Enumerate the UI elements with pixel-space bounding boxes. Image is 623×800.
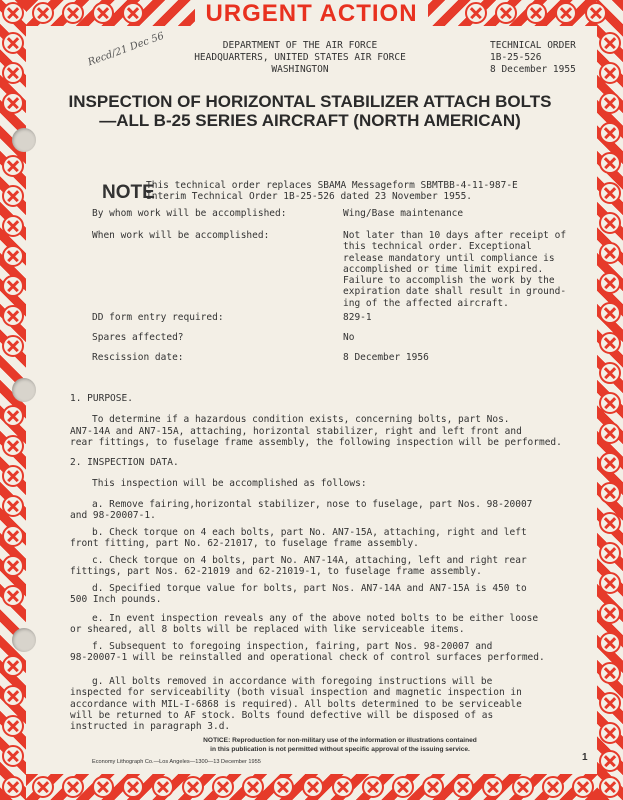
field-value xyxy=(343,352,573,363)
border-x-icon xyxy=(332,776,354,798)
step-line: inspected for serviceability (both visual inspection and magnetic inspection in xyxy=(70,687,522,699)
dept-line-3: WASHINGTON xyxy=(271,64,329,75)
purpose-line: To determine if a hazardous condition exists, concerning bolts, part Nos. xyxy=(92,414,510,426)
border-x-icon xyxy=(599,776,621,798)
field-label: By whom work will be accomplished: xyxy=(92,208,287,219)
handwritten-received-note: Recd/21 Dec 56 xyxy=(86,30,166,69)
border-x-icon xyxy=(302,776,324,798)
border-x-icon xyxy=(599,392,621,414)
step-line: fittings, part Nos. 62-21019 and 62-21019-1, to fuselage frame assembly. xyxy=(70,566,482,578)
border-x-icon xyxy=(392,776,414,798)
step-line: f. Subsequent to foregoing inspection, fairing, part Nos. 98-20007 and xyxy=(92,641,493,652)
border-x-icon xyxy=(599,92,621,114)
notice-line-2: in this publication is not permitted without specific approval of the issuing service. xyxy=(210,746,470,753)
technical-order-info xyxy=(490,40,576,76)
field-value xyxy=(343,208,573,219)
field-value-line: ing of the affected aircraft. xyxy=(343,297,509,309)
border-x-icon xyxy=(542,776,564,798)
border-x-icon xyxy=(2,555,24,577)
step-line: d. Specified torque value for bolts, part Nos. AN7-14A and AN7-15A is 450 to xyxy=(92,583,527,594)
note-text xyxy=(146,180,566,202)
dept-line-2: HEADQUARTERS, UNITED STATES AIR FORCE xyxy=(194,52,406,63)
field-value-line: No xyxy=(343,332,355,343)
border-x-icon xyxy=(2,655,24,677)
step-line: front fitting, part No. 62-21017, to fuselage frame assembly. xyxy=(70,538,419,550)
inspection-intro: This inspection will be accomplished as follows: xyxy=(92,478,367,490)
border-x-icon xyxy=(272,776,294,798)
to-label: TECHNICAL ORDER xyxy=(490,40,576,51)
border-x-icon xyxy=(599,242,621,264)
to-number: 1B-25-526 xyxy=(490,52,542,63)
border-x-icon xyxy=(599,542,621,564)
step-line: a. Remove fairing,horizontal stabilizer, nose to fuselage, part Nos. 98-20007 xyxy=(92,499,533,510)
border-x-icon xyxy=(2,32,24,54)
section-heading: 2. INSPECTION DATA. xyxy=(70,457,179,468)
field-label: Rescission date: xyxy=(92,352,184,363)
inspection-step-a xyxy=(70,499,575,522)
purpose-line: AN7-14A and AN7-15A, attaching, horizontal stabilizer, right and left front and xyxy=(70,425,522,437)
printer-info: Economy Lithograph Co.—Los Angeles—1300—13 December 1955 xyxy=(92,759,261,765)
border-x-icon xyxy=(212,776,234,798)
field-label: Spares affected? xyxy=(92,332,184,343)
field-value xyxy=(343,230,573,309)
page-number: 1 xyxy=(582,752,588,763)
border-x-icon xyxy=(599,452,621,474)
border-x-icon xyxy=(2,335,24,357)
border-x-icon xyxy=(2,405,24,427)
border-x-icon xyxy=(2,62,24,84)
border-x-icon xyxy=(2,155,24,177)
border-x-icon xyxy=(422,776,444,798)
section-inspection xyxy=(70,457,570,490)
border-x-icon xyxy=(2,525,24,547)
inspection-step-d xyxy=(70,583,575,606)
dept-line-1: DEPARTMENT OF THE AIR FORCE xyxy=(222,40,378,51)
border-x-icon xyxy=(599,152,621,174)
border-x-icon xyxy=(599,422,621,444)
to-date: 8 December 1955 xyxy=(490,64,576,75)
step-line: or sheared, all 8 bolts will be replaced with like serviceable items. xyxy=(70,624,465,636)
inspection-step-f xyxy=(70,641,575,664)
inspection-step-e xyxy=(70,613,575,636)
step-line: and 98-20007-1. xyxy=(70,510,156,522)
border-x-icon xyxy=(2,465,24,487)
step-line: 500 Inch pounds. xyxy=(70,594,162,606)
field-value-line: 8 December 1956 xyxy=(343,352,429,363)
border-x-icon xyxy=(92,776,114,798)
border-x-icon xyxy=(2,185,24,207)
border-x-icon xyxy=(152,776,174,798)
reproduction-notice xyxy=(170,736,510,754)
border-x-icon xyxy=(242,776,264,798)
punch-hole-top xyxy=(12,128,36,152)
border-x-icon xyxy=(2,245,24,267)
border-x-icon xyxy=(599,662,621,684)
note-line-1: This technical order replaces SBAMA Messageform SBMTBB-4-11-987-E xyxy=(146,180,518,191)
border-x-icon xyxy=(512,776,534,798)
border-x-icon xyxy=(599,482,621,504)
border-x-icon xyxy=(599,332,621,354)
border-x-icon xyxy=(599,722,621,744)
step-line: instructed in paragraph 3.d. xyxy=(70,721,231,733)
field-label: DD form entry required: xyxy=(92,312,224,323)
field-value-line: Not later than 10 days after receipt of xyxy=(343,230,567,241)
note-label: NOTE xyxy=(102,182,155,203)
border-x-icon xyxy=(32,776,54,798)
border-x-icon xyxy=(599,750,621,772)
border-x-icon xyxy=(572,776,594,798)
banner-title: URGENT ACTION xyxy=(195,0,427,28)
field-value-line: accomplished or time limit expired. xyxy=(343,263,544,275)
border-x-icon xyxy=(2,215,24,237)
border-x-icon xyxy=(482,776,504,798)
border-x-icon xyxy=(599,182,621,204)
border-x-icon xyxy=(599,362,621,384)
punch-hole-bottom xyxy=(12,628,36,652)
purpose-line: rear fittings, to fuselage frame assembly, the following inspection will be performed. xyxy=(70,436,562,448)
border-x-icon xyxy=(599,122,621,144)
inspection-step-c xyxy=(70,555,575,578)
border-x-icon xyxy=(182,776,204,798)
title-line-1: INSPECTION OF HORIZONTAL STABILIZER ATTACH BOLTS xyxy=(68,92,552,111)
border-x-icon xyxy=(2,435,24,457)
border-x-icon xyxy=(599,62,621,84)
note-line-2: Interim Technical Order 1B-25-526 dated 23 November 1955. xyxy=(146,191,473,202)
border-x-icon xyxy=(599,692,621,714)
field-label: When work will be accomplished: xyxy=(92,230,270,241)
border-x-icon xyxy=(599,272,621,294)
notice-line-1: NOTICE: Reproduction for non-military use of the information or illustrations contained xyxy=(203,737,477,744)
border-x-icon xyxy=(599,212,621,234)
step-line: will be returned to AF stock. Bolts found defective will be disposed of as xyxy=(70,709,494,721)
border-x-icon xyxy=(2,585,24,607)
border-x-icon xyxy=(599,512,621,534)
section-heading: 1. PURPOSE. xyxy=(70,393,133,404)
step-line: b. Check torque on 4 each bolts, part No. AN7-15A, attaching, right and left xyxy=(92,527,527,538)
document-title xyxy=(60,92,560,130)
border-x-icon xyxy=(2,275,24,297)
border-x-icon xyxy=(2,715,24,737)
title-line-2: —ALL B-25 SERIES AIRCRAFT (NORTH AMERICAN) xyxy=(99,111,521,130)
border-x-icon xyxy=(599,572,621,594)
step-line: accordance with MIL-I-6868 is required). All bolts determined to be serviceable xyxy=(70,698,522,710)
border-x-icon xyxy=(599,602,621,624)
punch-hole-middle xyxy=(12,378,36,402)
border-x-icon xyxy=(2,92,24,114)
step-line: c. Check torque on 4 bolts, part No. AN7-14A, attaching, left and right rear xyxy=(92,555,527,566)
border-x-icon xyxy=(2,745,24,767)
border-x-icon xyxy=(599,302,621,324)
border-x-icon xyxy=(2,305,24,327)
field-value-line: 829-1 xyxy=(343,312,372,323)
border-x-icon xyxy=(62,776,84,798)
field-value-line: Failure to accomplish the work by the xyxy=(343,275,555,287)
border-x-icon xyxy=(2,776,24,798)
field-value xyxy=(343,312,573,323)
border-x-icon xyxy=(2,495,24,517)
border-x-icon xyxy=(362,776,384,798)
department-header xyxy=(190,40,410,76)
border-x-icon xyxy=(599,32,621,54)
border-x-icon xyxy=(122,776,144,798)
field-value-line: Wing/Base maintenance xyxy=(343,208,464,219)
border-x-icon xyxy=(599,632,621,654)
inspection-step-g xyxy=(70,676,575,732)
step-line: 98-20007-1 will be reinstalled and operational check of control surfaces performed. xyxy=(70,652,545,664)
border-x-icon xyxy=(2,685,24,707)
urgent-action-banner xyxy=(0,0,623,28)
step-line: e. In event inspection reveals any of the above noted bolts to be either loose xyxy=(92,613,539,624)
inspection-step-b xyxy=(70,527,575,550)
section-purpose xyxy=(70,393,570,448)
field-value xyxy=(343,332,573,343)
field-value-line: this technical order. Exceptional xyxy=(343,241,532,253)
border-x-icon xyxy=(452,776,474,798)
purpose-text xyxy=(70,414,570,448)
field-value-line: expiration date shall result in ground- xyxy=(343,286,567,298)
step-line: g. All bolts removed in accordance with foregoing instructions will be xyxy=(92,676,493,687)
field-value-line: release mandatory until compliance is xyxy=(343,252,555,264)
